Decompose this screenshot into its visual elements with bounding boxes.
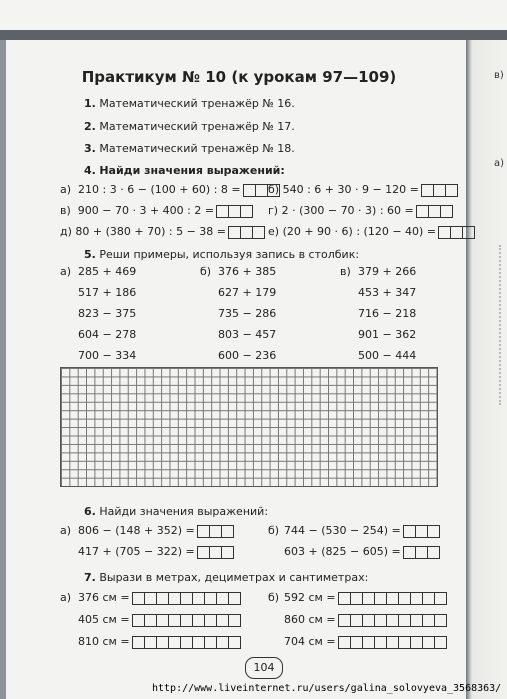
column-problem: 517 + 186 xyxy=(78,286,137,299)
answer-boxes[interactable] xyxy=(132,636,241,649)
answer-boxes[interactable] xyxy=(416,205,453,218)
adjacent-page-label: в) xyxy=(494,70,504,81)
adjacent-page xyxy=(466,40,507,699)
answer-boxes[interactable] xyxy=(132,614,241,627)
task-1: 1. Математический тренажёр № 16. xyxy=(84,97,295,110)
column-problem: 453 + 347 xyxy=(358,286,417,299)
answer-boxes[interactable] xyxy=(438,226,475,239)
task-6-heading: 6. Найди значения выражений: xyxy=(84,505,269,518)
column-problem: 735 − 286 xyxy=(218,307,277,320)
page-title: Практикум № 10 (к урокам 97—109) xyxy=(81,68,397,86)
column-problem: 376 + 385 xyxy=(218,265,277,278)
answer-boxes[interactable] xyxy=(197,525,234,538)
graph-paper-grid[interactable] xyxy=(60,367,438,487)
task-7-conversion: 704 см = xyxy=(284,635,447,649)
task-7-label-a: а) xyxy=(60,591,72,604)
answer-boxes[interactable] xyxy=(338,614,447,627)
task-7-conversion: 810 см = xyxy=(78,635,241,649)
task-6-label-b: б) xyxy=(268,524,280,537)
task-4-a: а) 210 : 3 · 6 − (100 + 60) : 8 = xyxy=(60,183,280,197)
task-7-label-b: б) xyxy=(268,591,280,604)
answer-boxes[interactable] xyxy=(338,592,447,605)
task-5-label-a: а) xyxy=(60,265,72,278)
column-problem: 901 − 362 xyxy=(358,328,417,341)
column-problem: 700 − 334 xyxy=(78,349,137,362)
task-2: 2. Математический тренажёр № 17. xyxy=(84,120,295,133)
task-6-expr: 603 + (825 − 605) = xyxy=(284,545,440,559)
answer-boxes[interactable] xyxy=(421,184,458,197)
page-number: 104 xyxy=(245,657,283,679)
task-7-conversion: 376 см = xyxy=(78,591,241,605)
column-problem: 803 − 457 xyxy=(218,328,277,341)
task-6-expr: 417 + (705 − 322) = xyxy=(78,545,234,559)
task-4-v: в) 900 − 70 · 3 + 400 : 2 = xyxy=(60,204,253,218)
task-5-label-b: б) xyxy=(200,265,212,278)
answer-boxes[interactable] xyxy=(338,636,447,649)
task-3: 3. Математический тренажёр № 18. xyxy=(84,142,295,155)
answer-boxes[interactable] xyxy=(403,546,440,559)
task-7-conversion: 405 см = xyxy=(78,613,241,627)
task-7-conversion: 860 см = xyxy=(284,613,447,627)
answer-boxes[interactable] xyxy=(197,546,234,559)
task-6-expr: 806 − (148 + 352) = xyxy=(78,524,234,538)
column-problem: 627 + 179 xyxy=(218,286,277,299)
column-problem: 379 + 266 xyxy=(358,265,417,278)
watermark-url: http://www.liveinternet.ru/users/galina_solovyeva_3568363/ xyxy=(152,683,502,694)
answer-boxes[interactable] xyxy=(228,226,265,239)
task-5-label-v: в) xyxy=(340,265,351,278)
task-4-e: е) (20 + 90 · 6) : (120 − 40) = xyxy=(268,225,475,239)
column-problem: 604 − 278 xyxy=(78,328,137,341)
column-problem: 823 − 375 xyxy=(78,307,137,320)
task-5-heading: 5. Реши примеры, используя запись в столбик: xyxy=(84,248,360,261)
task-7-conversion: 592 см = xyxy=(284,591,447,605)
adjacent-page-label: а) xyxy=(494,158,505,169)
task-6-label-a: а) xyxy=(60,524,72,537)
answer-boxes[interactable] xyxy=(132,592,241,605)
answer-boxes[interactable] xyxy=(403,525,440,538)
task-4-d: д) 80 + (380 + 70) : 5 − 38 = xyxy=(60,225,265,239)
task-4-heading: 4. Найди значения выражений: xyxy=(84,164,285,177)
task-4-g: г) 2 · (300 − 70 · 3) : 60 = xyxy=(268,204,453,218)
scan-top-strip xyxy=(0,0,507,40)
column-problem: 285 + 469 xyxy=(78,265,137,278)
dotted-border xyxy=(499,245,501,405)
task-7-heading: 7. Вырази в метрах, дециметрах и сантиметрах: xyxy=(84,571,369,584)
task-6-expr: 744 − (530 − 254) = xyxy=(284,524,440,538)
column-problem: 716 − 218 xyxy=(358,307,417,320)
answer-boxes[interactable] xyxy=(216,205,253,218)
column-problem: 600 − 236 xyxy=(218,349,277,362)
column-problem: 500 − 444 xyxy=(358,349,417,362)
task-4-b: б) 540 : 6 + 30 · 9 − 120 = xyxy=(268,183,458,197)
